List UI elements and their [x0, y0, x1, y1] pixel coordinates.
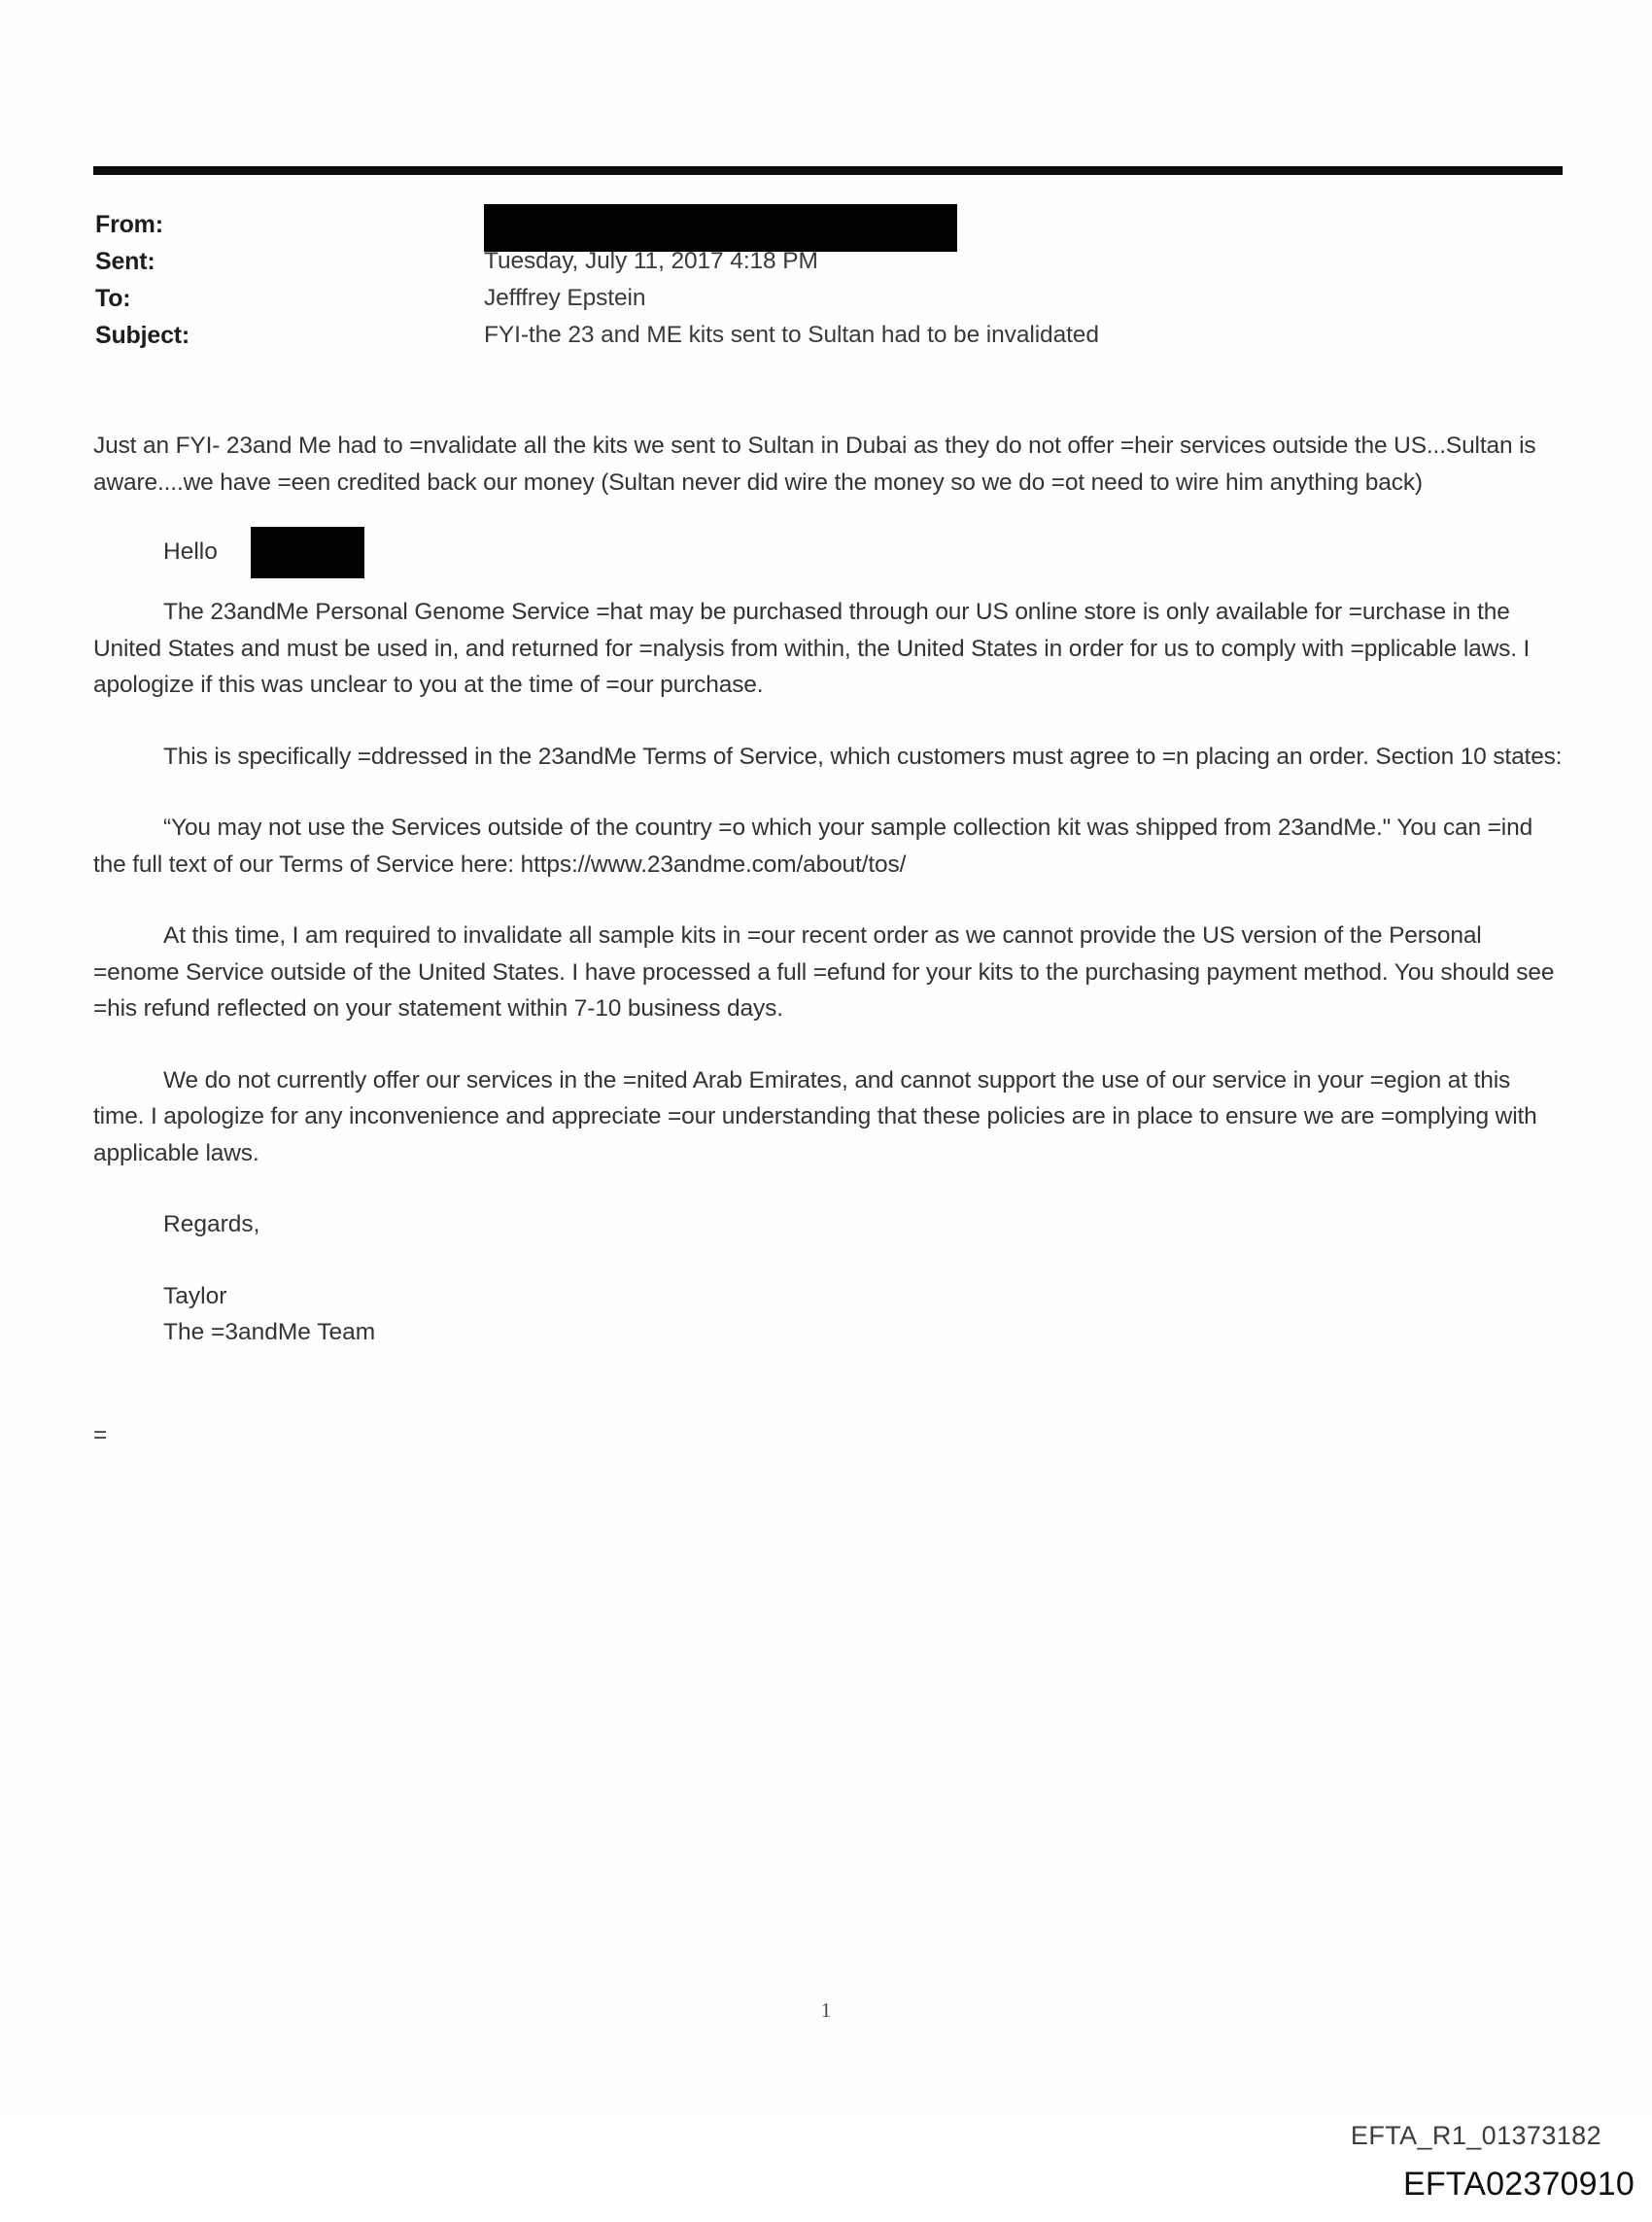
bates-number-lower: EFTA02370910 — [1402, 2166, 1635, 2203]
body-paragraph-4: At this time, I am required to invalidate all sample kits in =our recent order as we cannot provide the US version of the Personal =enome Service outside of the United States. I have processed a full =efund for your kits to the purchasing payment method. You should see =his refund reflected on your statement within 7-10 business days. — [93, 922, 1555, 1022]
paragraph-spacer — [93, 704, 1566, 739]
header-value-sent: Tuesday, July 11, 2017 4:18 PM — [484, 248, 818, 274]
header-row-subject — [95, 319, 1563, 356]
header-value-subject: FYI-the 23 and ME kits sent to Sultan had to be invalidated — [484, 322, 1099, 348]
paragraph-spacer — [93, 775, 1566, 810]
body-paragraph-5: We do not currently offer our services in the =nited Arab Emirates, and cannot support the use of our service in your =egion at this time. I apologize for any inconvenience and appreciate =our understanding that these policies are in place to ensure we are =omplying with applicable laws. — [93, 1066, 1537, 1166]
header-row-from — [95, 208, 1563, 245]
body-paragraph-1: The 23andMe Personal Genome Service =hat may be purchased through our US online store is only available for =urchase in the United States and must be used in, and returned for =nalysis from within, the United States in order for us to comply with =pplicable laws. I apologize if this was unclear to you at the time of =our purchase. — [93, 599, 1531, 698]
email-header-block — [95, 208, 1563, 356]
bates-number-upper: EFTA_R1_01373182 — [1350, 2121, 1601, 2150]
paragraph-spacer — [93, 883, 1566, 918]
header-row-to — [95, 282, 1563, 319]
header-label-sent: Sent: — [95, 248, 155, 275]
header-label-to: To: — [95, 285, 131, 312]
paragraph-spacer — [93, 1171, 1566, 1206]
body-paragraph-intro: Just an FYI- 23and Me had to =nvalidate all the kits we sent to Sultan in Dubai as they do not offer =heir services outside the US...Sultan is aware....we have =een credited back our money (Sultan never did wire the money so we do =ot need to wire him anything back) — [93, 433, 1536, 496]
body-paragraph-3-quote: “You may not use the Services outside of the country =o which your sample collection kit was shipped from 23andMe." You can =ind the full text of our Terms of Service here: https://www.23andme.com/about/tos/ — [93, 815, 1533, 878]
signature-spacer — [93, 1243, 1566, 1278]
header-label-from: From: — [95, 211, 163, 238]
greeting-text: Hello — [163, 538, 218, 565]
trailing-equals-marker: = — [93, 1421, 108, 1448]
header-value-to: Jefffrey Epstein — [484, 285, 646, 311]
email-body — [93, 428, 1566, 1450]
signature-name: Taylor — [163, 1282, 227, 1309]
greeting-line — [93, 534, 1566, 594]
signature-team: The =3andMe Team — [163, 1319, 376, 1345]
redaction-box-greeting — [251, 527, 364, 578]
page-number: 1 — [820, 1998, 832, 2022]
body-paragraph-2: This is specifically =ddressed in the 23andMe Terms of Service, which customers must agree to =n placing an order. Section 10 states: — [163, 743, 1563, 770]
paragraph-spacer — [93, 1027, 1566, 1062]
signature-closing: Regards, — [163, 1211, 260, 1237]
header-divider-rule — [93, 166, 1563, 175]
header-label-subject: Subject: — [95, 322, 190, 349]
trailing-spacer — [93, 1351, 1566, 1386]
trailing-spacer-2 — [93, 1386, 1566, 1421]
